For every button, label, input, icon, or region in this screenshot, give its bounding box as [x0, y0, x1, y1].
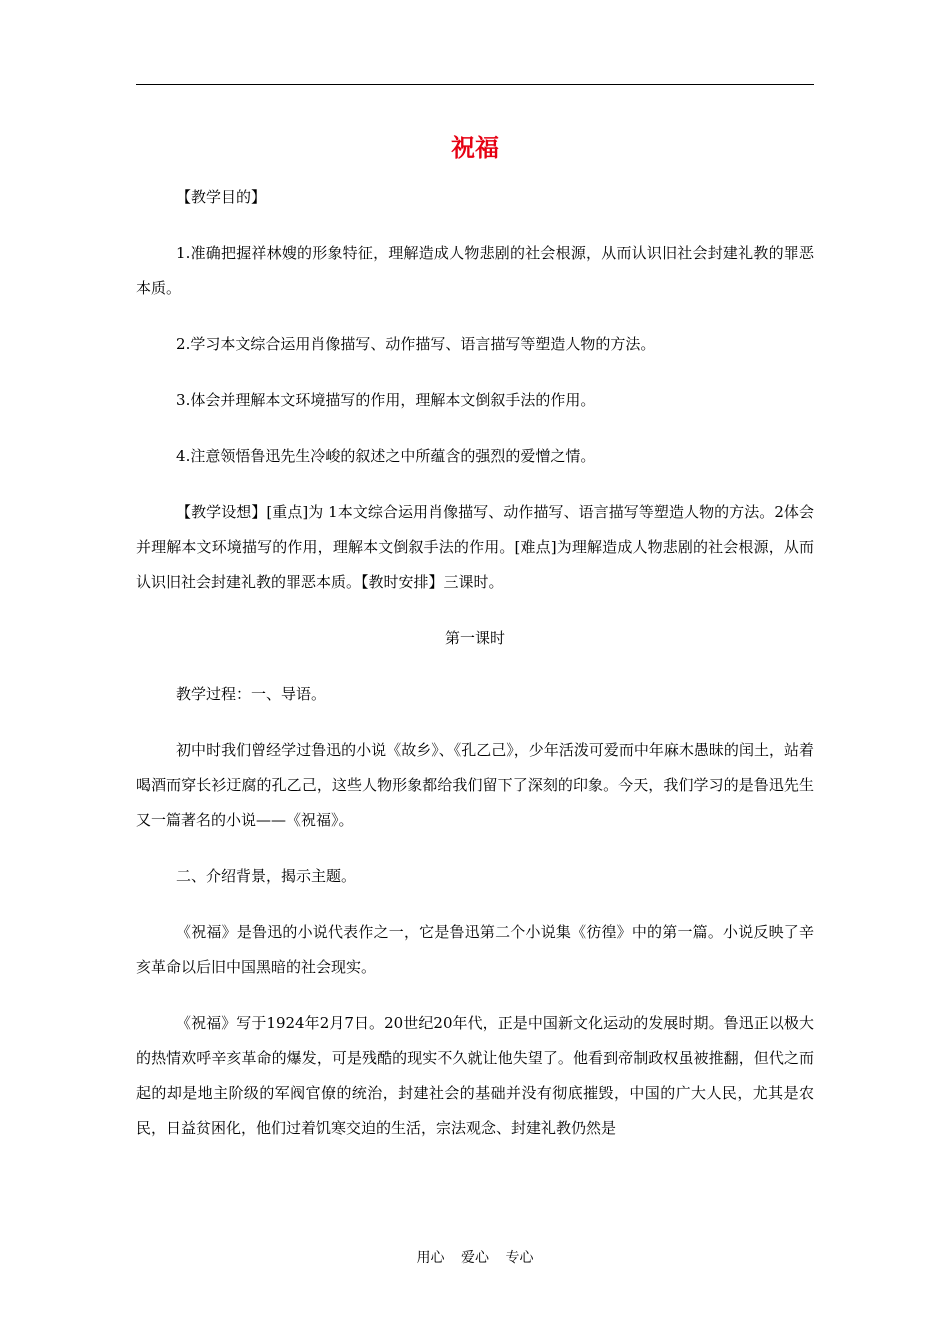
- lesson-heading: 第一课时: [444, 629, 505, 647]
- objective-1: 1.准确把握祥林嫂的形象特征，理解造成人物悲剧的社会根源，从而认识旧社会封建礼教的罪恶本质。: [136, 244, 814, 297]
- document-body: [136, 130, 814, 1167]
- header-rule: [136, 84, 814, 85]
- background-paragraph-1: 《祝福》是鲁迅的小说代表作之一，它是鲁迅第二个小说集《彷徨》中的第一篇。小说反映了辛亥革命以后旧中国黑暗的社会现实。: [136, 923, 814, 976]
- objective-4: 4.注意领悟鲁迅先生冷峻的叙述之中所蕴含的强烈的爱憎之情。: [176, 447, 596, 465]
- background-heading: 二、介绍背景，揭示主题。: [176, 867, 357, 885]
- objective-2: 2.学习本文综合运用肖像描写、动作描写、语言描写等塑造人物的方法。: [176, 335, 656, 353]
- objective-3: 3.体会并理解本文环境描写的作用，理解本文倒叙手法的作用。: [176, 391, 596, 409]
- process-intro-heading: 教学过程：一、导语。: [176, 685, 327, 703]
- section-heading-objectives: 【教学目的】: [176, 188, 267, 206]
- background-paragraph-2: 《祝福》写于1924年2月7日。20世纪20年代，正是中国新文化运动的发展时期。鲁迅正以极大的热情欢呼辛亥革命的爆发，可是残酷的现实不久就让他失望了。他看到帝制政权虽被推翻，但代之而起的却是地主阶级的军阀官僚的统治，封建社会的基础并没有彻底摧毁，中国的广大人民，尤其是农民，日益贫困化，他们过着饥寒交迫的生活，宗法观念、封建礼教仍然是: [136, 1014, 814, 1137]
- page-footer: 用心 爱心 专心: [416, 1250, 534, 1266]
- teaching-plan-paragraph: 【教学设想】[重点]为 1本文综合运用肖像描写、动作描写、语言描写等塑造人物的方法。2体会并理解本文环境描写的作用，理解本文倒叙手法的作用。[难点]为理解造成人物悲剧的社会根源，从而认识旧社会封建礼教的罪恶本质。【教时安排】三课时。: [136, 503, 814, 591]
- document-title: 祝福: [451, 134, 499, 162]
- intro-paragraph: 初中时我们曾经学过鲁迅的小说《故乡》、《孔乙己》，少年活泼可爱而中年麻木愚昧的闰土，站着喝酒而穿长衫迂腐的孔乙己，这些人物形象都给我们留下了深刻的印象。今天，我们学习的是鲁迅先生又一篇著名的小说——《祝福》。: [136, 741, 814, 829]
